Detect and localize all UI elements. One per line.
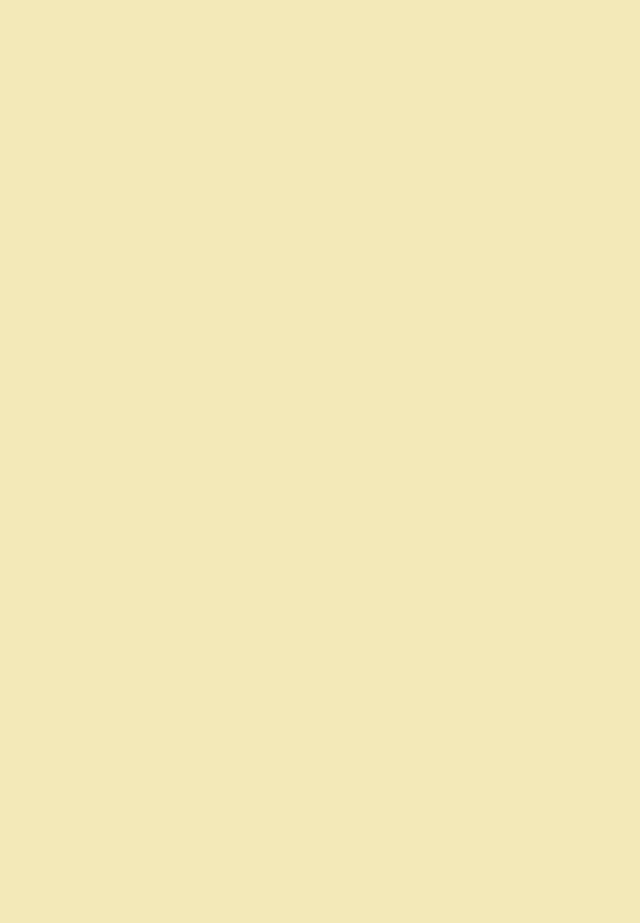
system-1-bass-staff [0,200,640,240]
system-3-treble-staff [0,526,640,566]
system-4-bass-staff [0,830,640,870]
system-3-bass-staff [0,646,640,686]
system-2-treble-staff [0,296,640,336]
system-1-treble-staff [0,76,640,116]
system-4-treble-staff [0,752,640,792]
system-2-bass-staff [0,422,640,462]
